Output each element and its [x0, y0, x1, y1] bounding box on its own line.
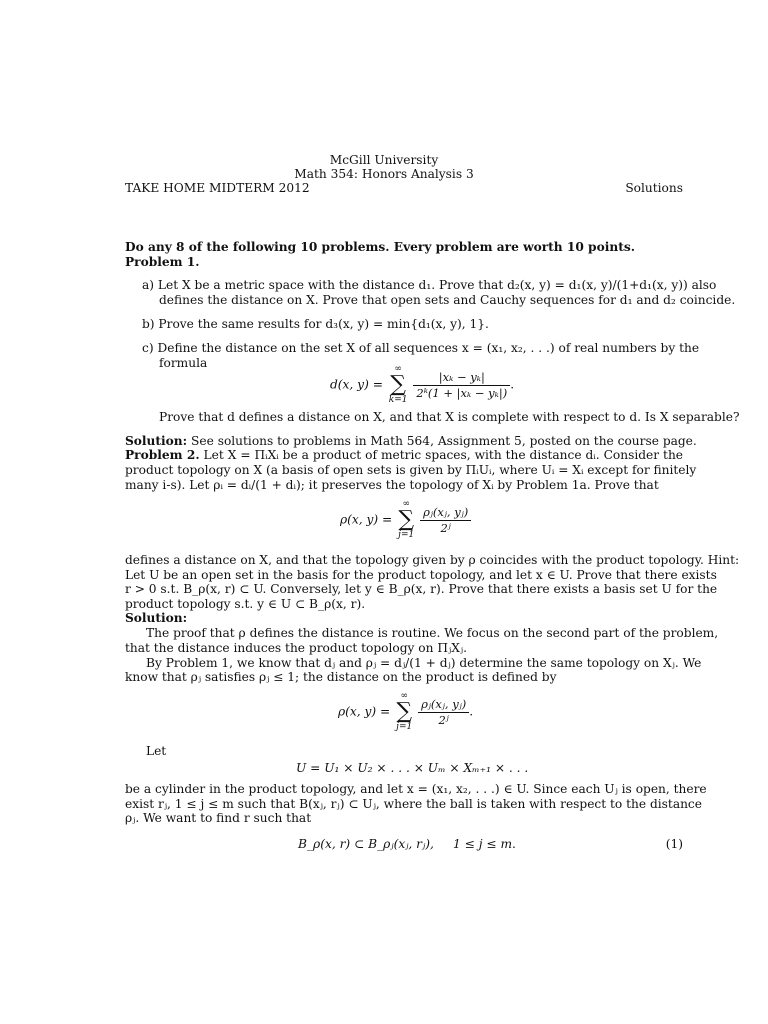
problem1-a-line1: a) Let X be a metric space with the distance d₁. Prove that d₂(x, y) = d₁(x, y)/(1+d₁(x, y)) also — [142, 278, 717, 292]
equation-1-lhs: B_ρ(x, r) ⊂ B_ρⱼ(xⱼ, rⱼ), — [298, 837, 434, 851]
header-exam: TAKE HOME MIDTERM 2012 — [125, 181, 310, 195]
sum-upper: ∞ — [394, 364, 402, 374]
fraction-numerator: ρⱼ(xⱼ, yⱼ) — [420, 506, 471, 521]
fraction — [413, 371, 510, 400]
problem2-line4: defines a distance on X, and that the topology given by ρ coincides with the product topology. Hint: — [125, 553, 740, 567]
problem2-line6: r > 0 s.t. B_ρ(x, r) ⊂ U. Conversely, let y ∈ B_ρ(x, r). Prove that there exists a basis set U for the — [125, 582, 718, 596]
solution2-p3-line1: be a cylinder in the product topology, and let x = (x₁, x₂, . . .) ∈ U. Since each Uⱼ is open, there — [125, 782, 707, 796]
solution2-p2-line1: By Problem 1, we know that dⱼ and ρⱼ = dⱼ/(1 + dⱼ) determine the same topology on Xⱼ. We — [146, 656, 702, 670]
sum-lower: j=1 — [398, 530, 415, 540]
equation-lhs: ρ(x, y) = — [340, 512, 393, 527]
equation-period: . — [510, 377, 515, 392]
sum-symbol — [398, 500, 414, 540]
solution2-p1-line2: that the distance induces the product topology on ΠⱼXⱼ. — [125, 641, 467, 655]
equation-d-distance — [330, 365, 514, 405]
solution2-let: Let — [146, 744, 167, 758]
solution2-p2-line2: know that ρⱼ satisfies ρⱼ ≤ 1; the distance on the product is defined by — [125, 670, 557, 684]
problem2-line3: many i-s). Let ρᵢ = dᵢ/(1 + dᵢ); it preserves the topology of Xᵢ by Problem 1a. Prove that — [125, 478, 659, 492]
sum-symbol — [396, 692, 412, 732]
fraction-denominator: 2ʲ — [438, 712, 449, 727]
sum-symbol — [389, 365, 408, 405]
problem1-a-line2: defines the distance on X. Prove that open sets and Cauchy sequences for d₁ and d₂ coincide. — [159, 293, 736, 307]
fraction-denominator: 2ᵏ(1 + |xₖ − yₖ|) — [416, 385, 508, 400]
sigma-icon: ∑ — [390, 372, 406, 397]
sum-lower: k=1 — [388, 395, 408, 405]
problem1-c-after: Prove that d defines a distance on X, and that X is complete with respect to d. Is X separable? — [159, 410, 740, 424]
fraction — [420, 506, 471, 535]
solution2-p3-line3: ρⱼ. We want to find r such that — [125, 811, 312, 825]
instructions: Do any 8 of the following 10 problems. Every problem are worth 10 points. — [125, 240, 635, 254]
solution1-label: Solution: — [125, 434, 188, 448]
fraction-numerator: |xₖ − yₖ| — [413, 371, 510, 386]
equation-1-condition: 1 ≤ j ≤ m. — [453, 837, 516, 851]
solution1 — [125, 434, 697, 449]
problem1-c-line2: formula — [159, 356, 208, 370]
equation-lhs: ρ(x, y) = — [338, 704, 391, 719]
solution2-p3-line2: exist rⱼ, 1 ≤ j ≤ m such that B(xⱼ, rⱼ) ⊂ Uⱼ, where the ball is taken with respect to the distance — [125, 797, 702, 811]
header-type: Solutions — [625, 181, 683, 195]
problem2-label: Problem 2. — [125, 448, 200, 462]
sum-upper: ∞ — [402, 499, 410, 509]
fraction — [418, 698, 469, 727]
sum-upper: ∞ — [400, 691, 408, 701]
solution2-label: Solution: — [125, 611, 188, 625]
sum-lower: j=1 — [396, 722, 413, 732]
problem2-line1 — [125, 448, 683, 463]
equation-period: . — [469, 704, 474, 719]
problem1-c-line1: c) Define the distance on the set X of all sequences x = (x₁, x₂, . . .) of real numbers by the — [142, 341, 700, 355]
equation-cylinder: U = U₁ × U₂ × . . . × Uₘ × Xₘ₊₁ × . . . — [296, 761, 529, 775]
equation-lhs: d(x, y) = — [330, 377, 383, 392]
problem2-line1-text: Let X = ΠᵢXᵢ be a product of metric spaces, with the distance dᵢ. Consider the — [199, 448, 684, 462]
problem1-heading: Problem 1. — [125, 255, 200, 269]
problem2-line5: Let U be an open set in the basis for the product topology, and let x ∈ U. Prove that there exists — [125, 568, 717, 582]
solution2-p1-line1: The proof that ρ defines the distance is routine. We focus on the second part of the problem, — [146, 626, 719, 640]
fraction-denominator: 2ʲ — [440, 520, 451, 535]
sigma-icon: ∑ — [396, 699, 413, 724]
equation-rho-2 — [338, 692, 473, 732]
sigma-icon: ∑ — [398, 507, 415, 532]
header-course: Math 354: Honors Analysis 3 — [294, 167, 474, 181]
problem1-b-line: b) Prove the same results for d₃(x, y) = min{d₁(x, y), 1}. — [142, 317, 489, 331]
problem2-line2: product topology on X (a basis of open sets is given by ΠᵢUᵢ, where Uᵢ = Xᵢ except for finitely — [125, 463, 697, 477]
solution1-text: See solutions to problems in Math 564, Assignment 5, posted on the course page. — [187, 434, 697, 448]
problem2-line7: product topology s.t. y ∈ U ⊂ B_ρ(x, r). — [125, 597, 366, 611]
equation-1-number: (1) — [665, 837, 683, 851]
header-university: McGill University — [329, 153, 439, 167]
equation-rho — [340, 500, 471, 540]
fraction-numerator: ρⱼ(xⱼ, yⱼ) — [418, 698, 469, 713]
